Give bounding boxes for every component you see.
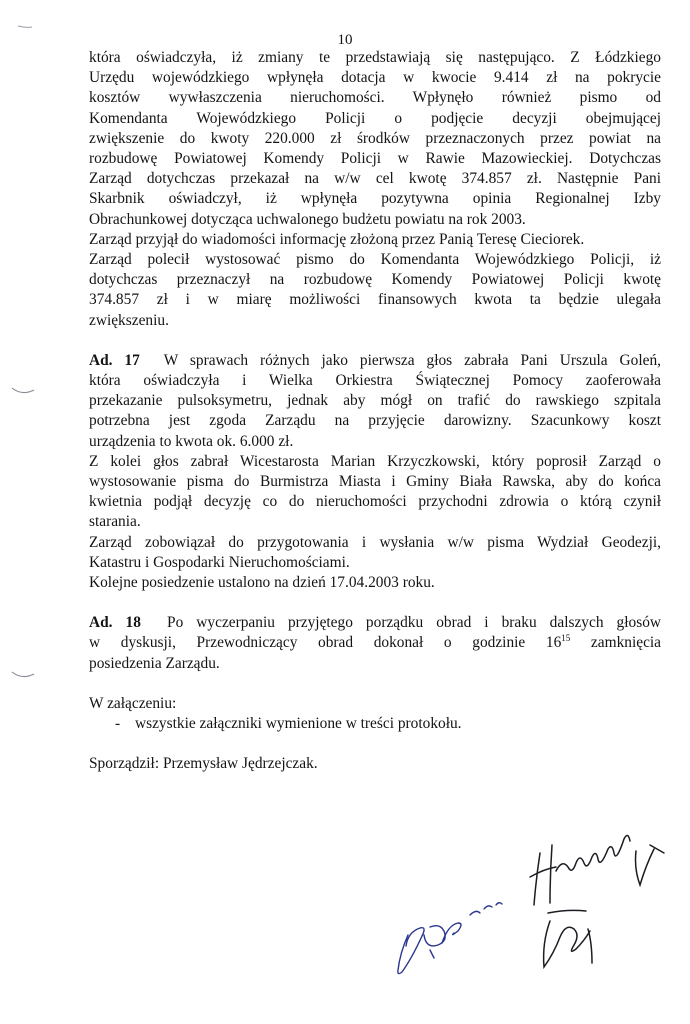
paragraph-pismo-komendant xyxy=(89,250,661,331)
text-line: Urzędu wojewódzkiego wpłynęła dotacja w kwocie 9.414 zł na pokrycie xyxy=(89,69,661,87)
text-line: rozbudowę Powiatowej Komendy Policji w Rawie Mazowieckiej. Dotychczas xyxy=(89,150,661,168)
blue-signature xyxy=(398,903,502,974)
text-line: Zarząd przyjął do wiadomości informację złożoną przez Panią Teresę Cieciorek. xyxy=(89,230,585,248)
document-body xyxy=(89,48,661,775)
scan-margin-mark xyxy=(0,18,40,48)
paragraph-zobowiazanie xyxy=(89,533,661,573)
text-line: która oświadczyła, iż zmiany te przedstawiają się następująco. Z Łódzkiego xyxy=(89,49,661,66)
text-line: Katastru i Gospodarki Nieruchomościami. xyxy=(89,553,350,571)
text-line: kwietnia podjął decyzję co do nieruchomości przychodni zdrowia o którą czynił xyxy=(89,493,661,511)
paragraph-przyjecie-informacji xyxy=(89,230,661,250)
ad-18-closing-word: zamknięcia xyxy=(570,634,661,652)
paragraph-dotacja xyxy=(89,48,661,230)
text-line: dotychczas przeznaczył na rozbudowę Komendy Powiatowej Policji kwotę xyxy=(89,271,661,289)
dark-signature xyxy=(530,835,664,967)
text-line: Zarząd polecił wystosować pismo do Komendanta Wojewódzkiego Policji, iż xyxy=(89,251,661,269)
text-line: kosztów wywłaszczenia nieruchomości. Wpłynęło również pismo od xyxy=(89,89,661,107)
text-line: 374.857 zł i w miarę możliwości finansowych kwota ta będzie ulegała xyxy=(89,291,661,309)
text-line: starania. xyxy=(89,513,141,531)
hole-punch-mark xyxy=(0,664,40,694)
text-line: Komendanta Wojewódzkiego Policji o podjęcie decyzji obejmującej xyxy=(89,109,661,127)
prepared-by: Sporządził: Przemysław Jędrzejczak. xyxy=(89,755,318,773)
text-line xyxy=(89,613,661,633)
text-line: Obrachunkowej dotycząca uchwalonego budżetu powiatu na rok 2003. xyxy=(89,210,526,228)
text-line: Z kolei głos zabrał Wicestarosta Marian Krzyczkowski, który poprosił Zarząd o xyxy=(89,452,661,470)
attachments-section xyxy=(89,694,661,734)
ad-18-closing-text: w dyskusji, Przewodniczący obrad dokonał o godzinie 16 xyxy=(89,634,562,652)
time-minutes-superscript: 15 xyxy=(561,633,571,644)
attachment-item-text: wszystkie załączniki wymienione w treści protokołu. xyxy=(135,715,462,733)
text-line: Kolejne posiedzenie ustalono na dzień 17.04.2003 roku. xyxy=(89,574,435,592)
attachment-item xyxy=(89,714,661,734)
text-line: zwiększeniu. xyxy=(89,311,169,329)
text-line: wystosowanie pisma do Burmistrza Miasta i Gminy Biała Rawska, aby do końca xyxy=(89,473,661,491)
scan-mark-stroke xyxy=(18,26,32,27)
paragraph-gap xyxy=(89,331,661,351)
paragraph-gap xyxy=(89,734,661,754)
text-line: Skarbnik oświadczył, iż wpłynęła pozytywna opinia Regionalnej Izby xyxy=(89,190,661,208)
section-ad-18 xyxy=(89,613,661,674)
handwritten-signatures xyxy=(380,825,690,985)
paragraph-gap xyxy=(89,593,661,613)
hole-punch-stroke xyxy=(12,388,34,393)
text-line: urządzenia to kwota ok. 6.000 zł. xyxy=(89,432,294,450)
paragraph-kolejne-posiedzenie xyxy=(89,573,661,593)
attachments-heading: W załączeniu: xyxy=(89,694,177,712)
section-ad-17 xyxy=(89,351,661,452)
hole-punch-stroke xyxy=(12,672,34,677)
text-line: Zarząd dotychczas przekazał na w/w cel kwotę 374.857 zł. Następnie Pani xyxy=(89,170,661,188)
text-line: zwiększenie do kwoty 220.000 zł środków przeznaczonych przez powiat na xyxy=(89,129,661,147)
text-line: która oświadczyła i Wielka Orkiestra Świątecznej Pomocy zaoferowała xyxy=(89,372,661,390)
text-line: Zarząd zobowiązał do przygotowania i wysłania w/w pisma Wydział Geodezji, xyxy=(89,533,661,551)
ad-17-label: Ad. 17 xyxy=(89,351,140,369)
list-dash: - xyxy=(115,715,121,733)
text-line: przekazanie pulsoksymetru, jednak aby mógł on trafić do rawskiego szpitala xyxy=(89,392,661,410)
page-number: 10 xyxy=(337,32,353,48)
ad-17-first-line: W sprawach różnych jako pierwsza głos zabrała Pani Urszula Goleń, xyxy=(163,351,661,369)
text-line: potrzebna jest zgoda Zarządu na przyjęcie darowizny. Szacunkowy koszt xyxy=(89,412,661,430)
text-line xyxy=(89,633,661,653)
hole-punch-mark xyxy=(0,380,40,410)
text-line xyxy=(89,351,661,371)
ad-18-label: Ad. 18 xyxy=(89,614,141,632)
paragraph-wicestarosta xyxy=(89,452,661,533)
ad-18-first-line: Po wyczerpaniu przyjętego porządku obrad i braku dalszych głosów xyxy=(167,614,661,632)
text-line: posiedzenia Zarządu. xyxy=(89,654,220,672)
paragraph-gap xyxy=(89,674,661,694)
